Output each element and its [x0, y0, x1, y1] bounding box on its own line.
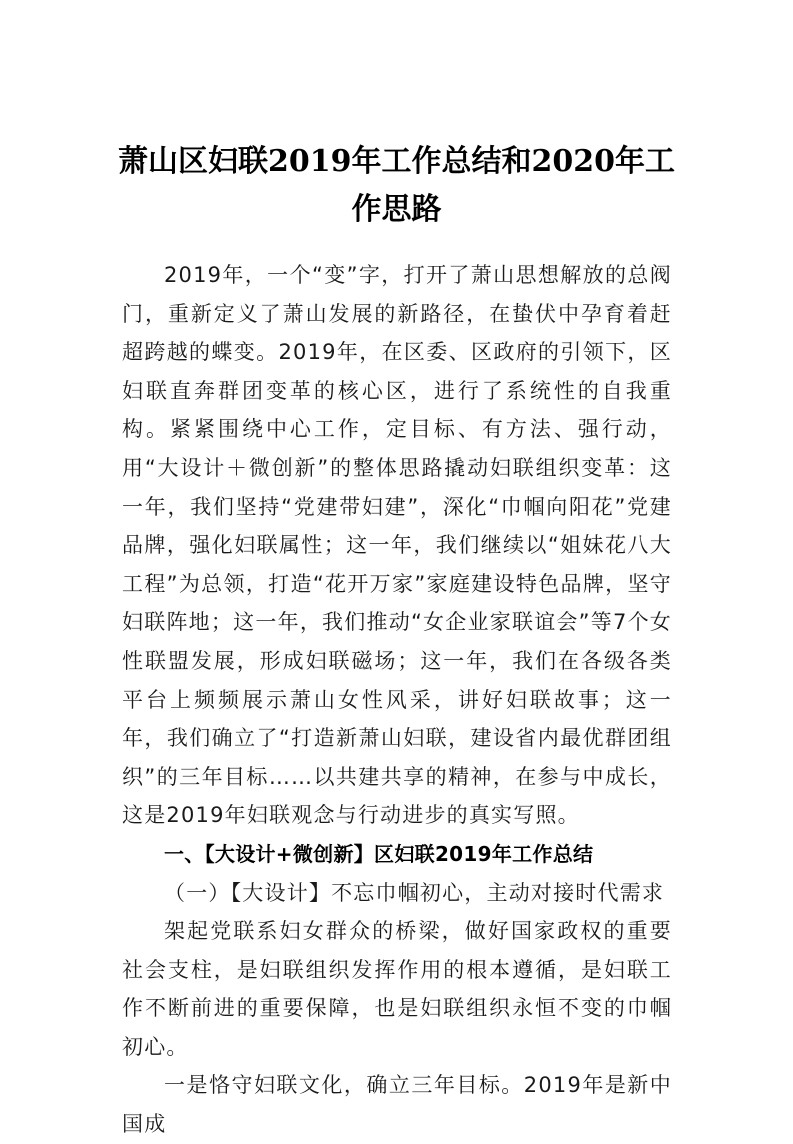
document-title: 萧山区妇联2019年工作总结和2020年工作思路 — [118, 144, 675, 227]
subsection-heading: （一）【大设计】不忘巾帼初心，主动对接时代需求 — [164, 880, 665, 905]
body-paragraph: 一是恪守妇联文化，确立三年目标。2019年是新中国成 — [122, 1073, 672, 1137]
section-heading: 一、【大设计+微创新】区妇联2019年工作总结 — [164, 841, 594, 866]
intro-paragraph: 2019年，一个“变”字，打开了萧山思想解放的总阀门，重新定义了萧山发展的新路径，在蛰伏中孕育着赶超跨越的蝶变。2019年，在区委、区政府的引领下，区妇联直奔群团变革的核心区，进行了系统性的自我重构。紧紧围绕中心工作，定目标、有方法、强行动，用“大设计＋微创新”的整体思路撬动妇联组织变革：这一年，我们坚持“党建带妇建”，深化“巾帼向阳花”党建品牌，强化妇联属性；这一年，我们继续以“姐妹花八大工程”为总领，打造“花开万家”家庭建设特色品牌，坚守妇联阵地；这一年，我们推动“女企业家联谊会”等7个女性联盟发展，形成妇联磁场；这一年，我们在各级各类平台上频频展示萧山女性风采，讲好妇联故事；这一年，我们确立了“打造新萧山妇联，建设省内最优群团组织”的三年目标……以共建共享的精神，在参与中成长，这是2019年妇联观念与行动进步的真实写照。 — [122, 263, 672, 828]
body-paragraph: 架起党联系妇女群众的桥梁，做好国家政权的重要社会支柱，是妇联组织发挥作用的根本遵循，是妇联工作不断前进的重要保障，也是妇联组织永恒不变的巾帼初心。 — [122, 919, 672, 1059]
document-body — [122, 256, 672, 1144]
